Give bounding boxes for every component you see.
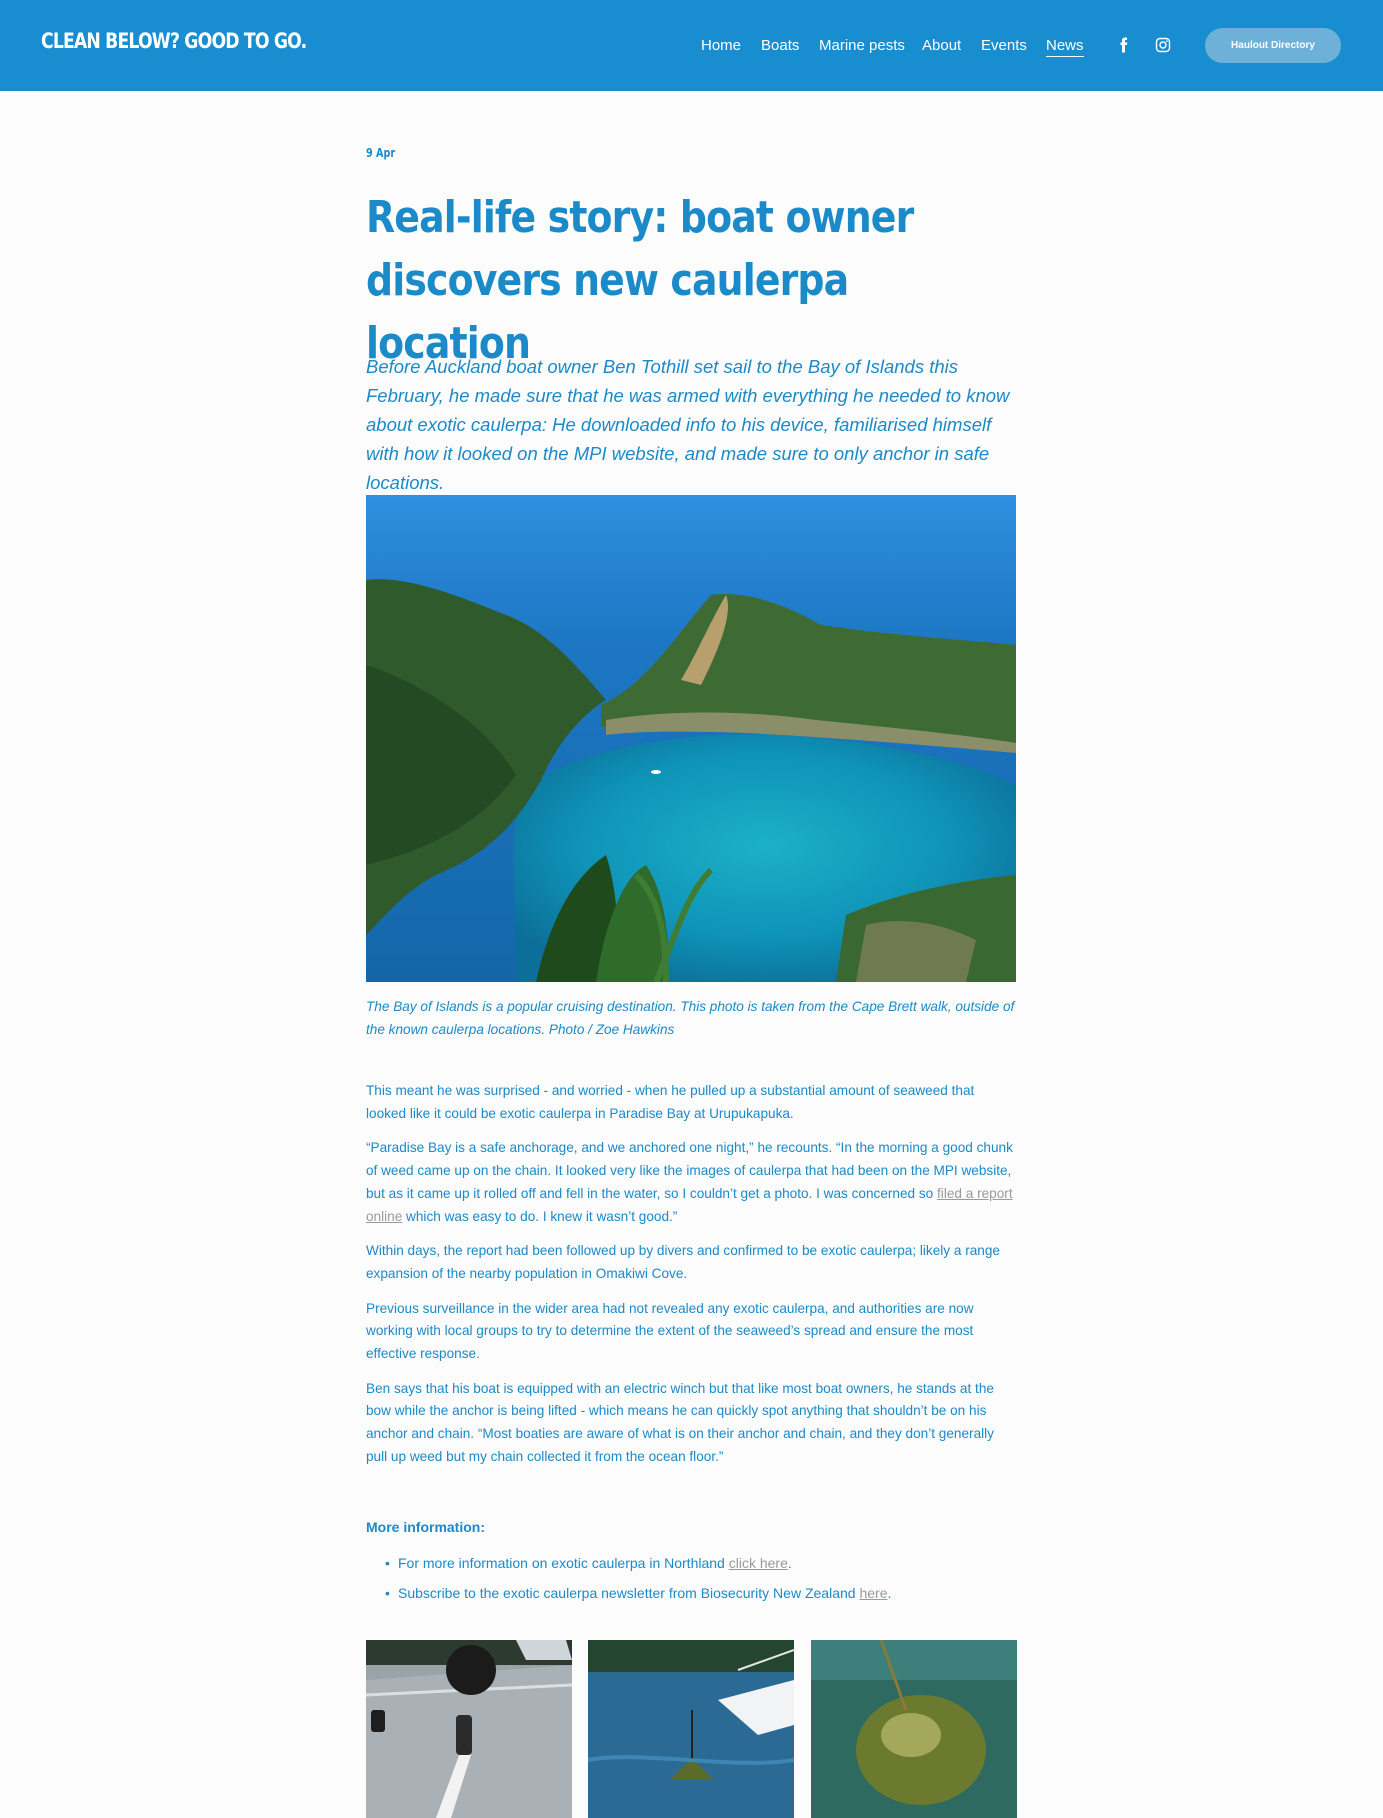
gallery-image-anchor-winch[interactable] — [366, 1640, 572, 1818]
paragraph-4: Previous surveillance in the wider area had not revealed any exotic caulerpa, and authorities are now working with local groups to try to determine the extent of the seaweed’s spread and ensure the most effective response. — [366, 1300, 974, 1362]
gallery-image-caulerpa-on-anchor[interactable] — [811, 1640, 1017, 1818]
filed-report-link[interactable]: filed a report online — [366, 1185, 1013, 1224]
click-here-link[interactable]: click here — [728, 1555, 788, 1571]
article-body — [366, 1080, 1017, 1481]
article-title: Real-life story: boat owner discovers new caulerpa location — [366, 192, 914, 369]
list-item — [366, 1553, 1017, 1573]
list-item-punct: . — [787, 1555, 792, 1571]
hero-image-bay-of-islands — [366, 495, 1016, 982]
list-item-text: For more information on exotic caulerpa in Northland — [398, 1555, 729, 1571]
nav-events[interactable]: Events — [981, 37, 1027, 54]
paragraph-2-text-b: which was easy to do. I knew it wasn’t good.” — [402, 1208, 678, 1224]
bullet-icon: • — [385, 1585, 390, 1601]
nav-about[interactable]: About — [922, 37, 962, 54]
paragraph-2-text-a: “Paradise Bay is a safe anchorage, and we anchored one night,” he recounts. “In the morning a good chunk of weed came up on the chain. It looked very like the images of caulerpa that had been on the MPI website, but as it came up it rolled off and fell in the water, so I couldn’t get a photo. I was concerned so — [366, 1140, 1013, 1201]
nav-home[interactable]: Home — [701, 37, 742, 54]
instagram-icon[interactable] — [1154, 36, 1172, 54]
paragraph-2 — [366, 1137, 1017, 1228]
list-item-text: Subscribe to the exotic caulerpa newsletter from Biosecurity New Zealand — [398, 1585, 860, 1601]
post-date: 9 Apr — [366, 146, 396, 160]
haulout-directory-button[interactable]: Haulout Directory — [1205, 28, 1341, 63]
nav-news[interactable]: News — [1046, 36, 1084, 57]
hero-caption: The Bay of Islands is a popular cruising destination. This photo is taken from the Cape Brett walk, outside of the known caulerpa locations. Photo / Zoe Hawkins — [366, 999, 1015, 1037]
site-logo[interactable]: CLEAN BELOW? GOOD TO GO. — [41, 29, 307, 53]
list-item-punct: . — [887, 1585, 892, 1601]
gallery-image-anchor-with-weed[interactable] — [588, 1640, 794, 1818]
paragraph-3: Within days, the report had been followed up by divers and confirmed to be exotic caulerpa; likely a range expansion of the nearby population in Omakiwi Cove. — [366, 1243, 1000, 1281]
more-info-heading: More information: — [366, 1519, 485, 1535]
article-lede: Before Auckland boat owner Ben Tothill set sail to the Bay of Islands this February, he made sure that he was armed with everything he needed to know about exotic caulerpa: He downloaded info to his device, familiarised himself with how it looked on the MPI website, and made sure to only anchor in safe locations. — [366, 356, 1010, 493]
paragraph-5: Ben says that his boat is equipped with an electric winch but that like most boat owners, he stands at the bow while the anchor is being lifted - which means he can quickly spot anything that shouldn’t be on his anchor and chain. “Most boaties are aware of what is on their anchor and chain, and they don’t generally pull up weed but my chain collected it from the ocean floor.” — [366, 1380, 994, 1464]
list-item — [366, 1583, 1017, 1603]
site-header — [0, 0, 1383, 91]
bullet-icon: • — [385, 1555, 390, 1571]
nav-marine-pests[interactable]: Marine pests — [819, 37, 905, 54]
more-info-list — [366, 1553, 1017, 1613]
newsletter-here-link[interactable]: here — [859, 1585, 888, 1601]
paragraph-1: This meant he was surprised - and worried - when he pulled up a substantial amount of seaweed that looked like it could be exotic caulerpa in Paradise Bay at Urupukapuka. — [366, 1083, 975, 1121]
facebook-icon[interactable] — [1115, 36, 1133, 54]
nav-boats[interactable]: Boats — [761, 37, 800, 54]
